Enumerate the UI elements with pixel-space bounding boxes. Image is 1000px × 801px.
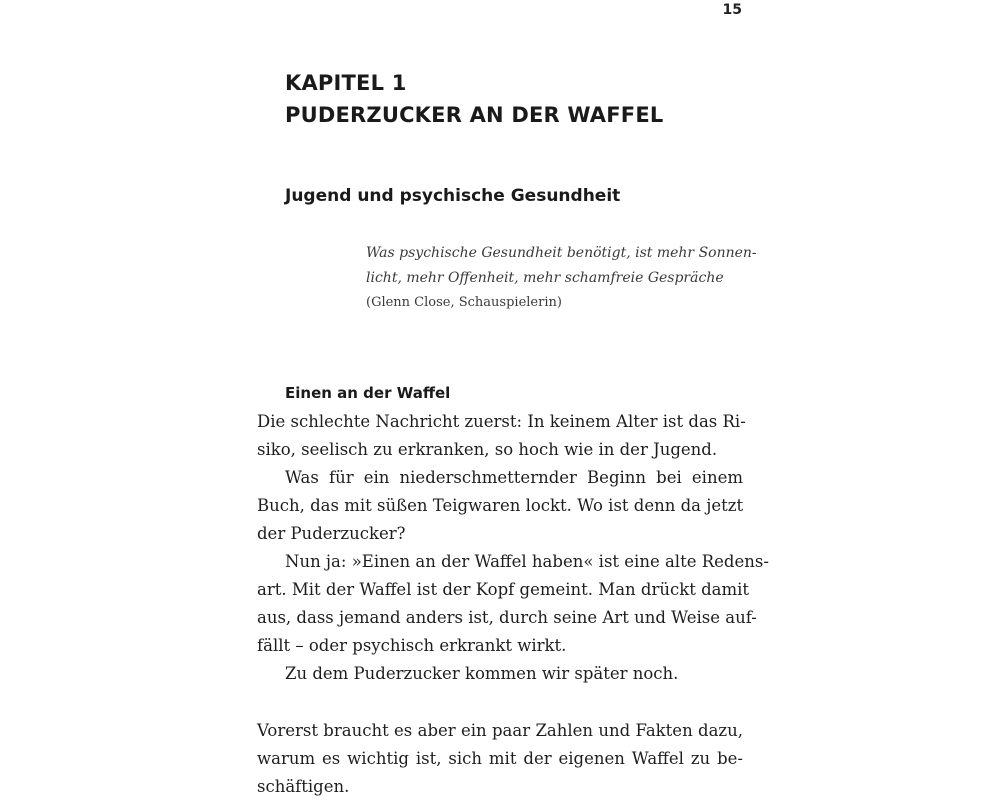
- chapter-name: PUDERZUCKER AN DER WAFFEL: [285, 103, 664, 127]
- body-line: warum es wichtig ist, sich mit der eigenen Waffel zu be-: [257, 749, 743, 768]
- page-number: 15: [722, 2, 742, 18]
- body-line: Vorerst braucht es aber ein paar Zahlen und Fakten dazu,: [257, 721, 743, 740]
- body-line: fällt – oder psychisch erkrankt wirkt.: [257, 636, 567, 655]
- body-line: schäftigen.: [257, 777, 350, 796]
- body-line: art. Mit der Waffel ist der Kopf gemeint. Man drückt damit: [257, 580, 750, 599]
- epigraph-quote-line: licht, mehr Offenheit, mehr schamfreie Gespräche: [366, 270, 724, 286]
- epigraph: [366, 241, 757, 315]
- chapter-number: KAPITEL 1: [285, 71, 407, 95]
- body-line: Was für ein niederschmetternder Beginn bei einem: [285, 468, 743, 487]
- body-line: aus, dass jemand anders ist, durch seine Art und Weise auf-: [257, 608, 757, 627]
- body-line: Buch, das mit süßen Teigwaren lockt. Wo ist denn da jetzt: [257, 496, 744, 515]
- subsection-heading: Einen an der Waffel: [285, 384, 451, 402]
- body-line: der Puderzucker?: [257, 524, 406, 543]
- body-paragraphs: [257, 408, 769, 688]
- body-line: Zu dem Puderzucker kommen wir später noch.: [285, 664, 679, 683]
- body-line: Die schlechte Nachricht zuerst: In keinem Alter ist das Ri-: [257, 412, 746, 431]
- section-heading: Jugend und psychische Gesundheit: [285, 186, 621, 206]
- epigraph-quote-line: Was psychische Gesundheit benötigt, ist mehr Sonnen-: [366, 245, 757, 261]
- chapter-title: [285, 67, 785, 131]
- epigraph-source: (Glenn Close, Schauspielerin): [366, 295, 562, 310]
- body-line: siko, seelisch zu erkranken, so hoch wie in der Jugend.: [257, 440, 718, 459]
- body-line: Nun ja: »Einen an der Waffel haben« ist eine alte Redens-: [285, 552, 769, 571]
- body-paragraph-after-break: [257, 717, 743, 801]
